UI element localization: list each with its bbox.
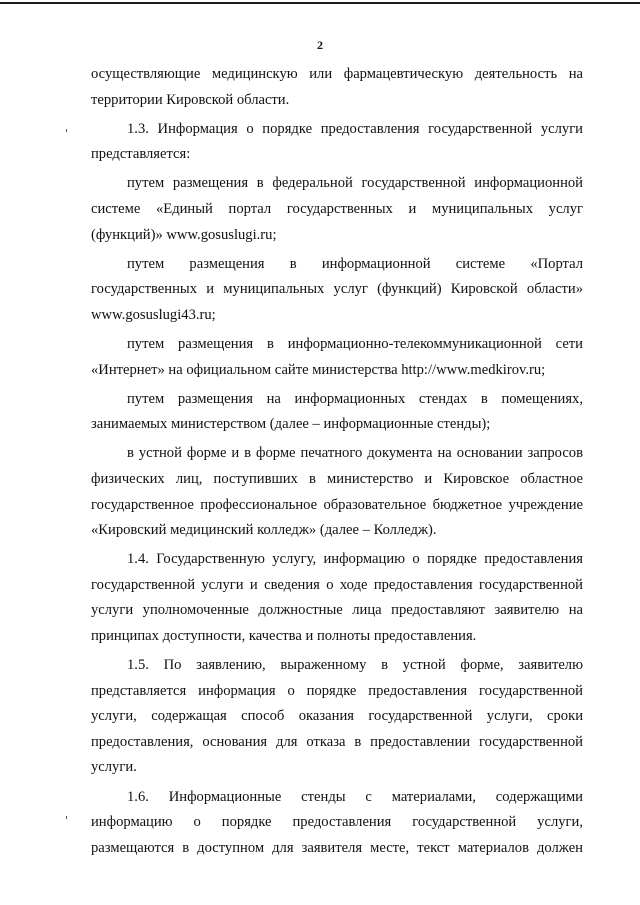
- list-item-line: в устной форме и в форме печатного документа на основании запросов: [127, 445, 583, 462]
- paragraph-1-6-line: 1.6. Информационные стенды с материалами, содержащими: [127, 788, 583, 805]
- scan-top-border: [0, 2, 640, 4]
- text-line: (функций)» www.gosuslugi.ru;: [91, 226, 277, 243]
- list-item-line: путем размещения в информационной системе «Портал: [127, 255, 583, 272]
- text-line: услуги.: [91, 759, 137, 776]
- list-item-line: путем размещения в информационно-телекоммуникационной сети: [127, 335, 583, 352]
- text-line: представляется:: [91, 146, 191, 163]
- text-line: www.gosuslugi43.ru;: [91, 306, 216, 323]
- list-item-line: путем размещения на информационных стендах в помещениях,: [127, 390, 583, 407]
- text-line: государственной услуги и сведения о ходе предоставления государственной: [91, 576, 583, 593]
- text-line: системе «Единый портал государственных и муниципальных услуг: [91, 200, 583, 217]
- document-body: [91, 62, 583, 861]
- paragraph-1-3-line: 1.3. Информация о порядке предоставления государственной услуги: [127, 120, 583, 137]
- scan-margin-mark: [66, 129, 67, 132]
- text-line: услуги уполномоченные должностные лица предоставляют заявителю на: [91, 602, 583, 619]
- text-line: занимаемых министерством (далее – информационные стенды);: [91, 416, 491, 433]
- text-line: осуществляющие медицинскую или фармацевтическую деятельность на: [91, 66, 583, 82]
- text-line: государственное профессиональное образовательное бюджетное учреждение: [91, 496, 583, 513]
- paragraph-1-5-line: 1.5. По заявлению, выраженному в устной форме, заявителю: [127, 657, 583, 674]
- text-line: представляется информация о порядке предоставления государственной: [91, 682, 583, 699]
- scan-margin-mark: [66, 816, 67, 819]
- text-line: услуги, содержащая способ оказания государственной услуги, сроки: [91, 708, 583, 725]
- text-line: «Интернет» на официальном сайте министерства http://www.medkirov.ru;: [91, 361, 546, 378]
- text-line: принципах доступности, качества и полноты предоставления.: [91, 627, 477, 644]
- list-item-line: путем размещения в федеральной государственной информационной: [127, 175, 583, 192]
- text-line: «Кировский медицинский колледж» (далее – Колледж).: [91, 522, 437, 539]
- text-line: территории Кировской области.: [91, 91, 290, 108]
- text-line: информацию о порядке предоставления государственной услуги,: [91, 814, 583, 831]
- paragraph-1-4-line: 1.4. Государственную услугу, информацию о порядке предоставления: [127, 551, 583, 568]
- text-line: государственных и муниципальных услуг (функций) Кировской области»: [91, 281, 583, 298]
- text-line: размещаются в доступном для заявителя месте, текст материалов должен: [91, 839, 583, 856]
- text-line: физических лиц, поступивших в министерство и Кировское областное: [91, 470, 583, 487]
- page-number: 2: [317, 38, 323, 52]
- text-line: предоставления, основания для отказа в предоставлении государственной: [91, 733, 583, 750]
